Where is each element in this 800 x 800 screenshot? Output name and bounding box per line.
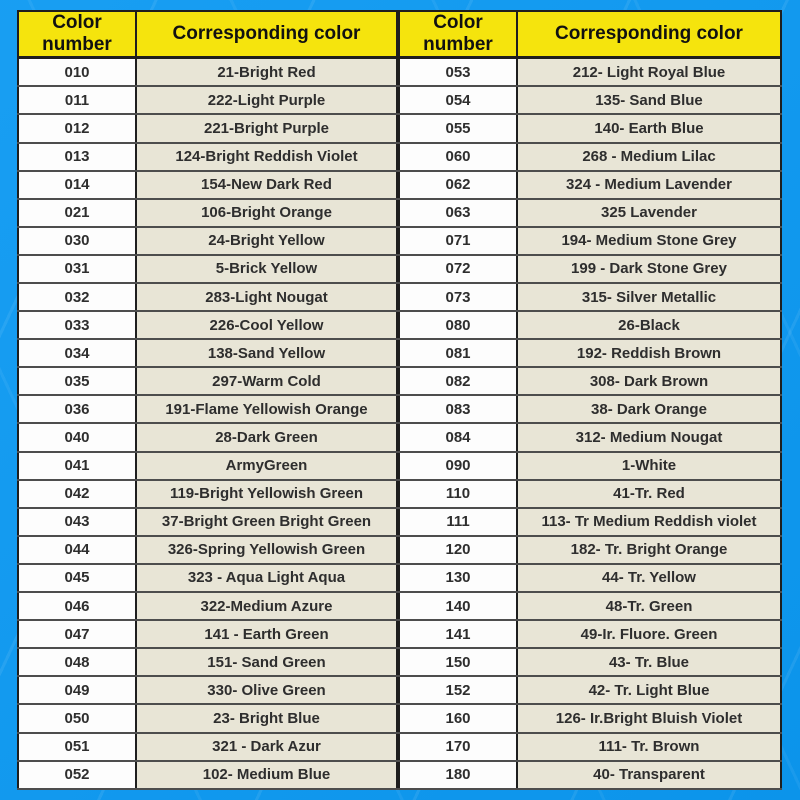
color-number-cell: 140 — [399, 592, 517, 620]
table-row — [399, 311, 781, 339]
table-row — [399, 648, 781, 676]
color-number-cell: 014 — [18, 171, 136, 199]
color-reference-tables — [17, 10, 782, 790]
corresponding-color-cell: 192- Reddish Brown — [517, 339, 781, 367]
color-number-cell: 043 — [18, 508, 136, 536]
color-number-cell: 049 — [18, 676, 136, 704]
color-number-cell: 033 — [18, 311, 136, 339]
table-row — [18, 592, 397, 620]
table-row — [18, 676, 397, 704]
corresponding-color-cell: 325 Lavender — [517, 199, 781, 227]
color-number-cell: 083 — [399, 395, 517, 423]
color-number-cell: 021 — [18, 199, 136, 227]
table-row — [18, 452, 397, 480]
table-row — [399, 423, 781, 451]
color-number-cell: 042 — [18, 480, 136, 508]
corresponding-color-cell: 41-Tr. Red — [517, 480, 781, 508]
corresponding-color-cell: 324 - Medium Lavender — [517, 171, 781, 199]
corresponding-color-cell: 135- Sand Blue — [517, 86, 781, 114]
color-number-cell: 034 — [18, 339, 136, 367]
table-row — [18, 620, 397, 648]
table-row — [18, 311, 397, 339]
table-row — [18, 339, 397, 367]
color-number-cell: 031 — [18, 255, 136, 283]
table-row — [399, 367, 781, 395]
table-row — [399, 255, 781, 283]
corresponding-color-cell: 212- Light Royal Blue — [517, 58, 781, 87]
color-number-cell: 081 — [399, 339, 517, 367]
color-number-cell: 048 — [18, 648, 136, 676]
corresponding-color-cell: 226-Cool Yellow — [136, 311, 397, 339]
corresponding-color-cell: 141 - Earth Green — [136, 620, 397, 648]
table-row — [18, 255, 397, 283]
color-number-cell: 040 — [18, 423, 136, 451]
corresponding-color-cell: 106-Bright Orange — [136, 199, 397, 227]
corresponding-color-cell: 126- Ir.Bright Bluish Violet — [517, 704, 781, 732]
table-row — [18, 564, 397, 592]
table-row — [399, 536, 781, 564]
corresponding-color-cell: 124-Bright Reddish Violet — [136, 143, 397, 171]
corresponding-color-cell: 308- Dark Brown — [517, 367, 781, 395]
table-header-row — [18, 11, 397, 58]
table-row — [399, 620, 781, 648]
table-row — [18, 648, 397, 676]
corresponding-color-cell: 48-Tr. Green — [517, 592, 781, 620]
color-number-cell: 071 — [399, 227, 517, 255]
table-row — [399, 199, 781, 227]
corresponding-color-cell: 113- Tr Medium Reddish violet — [517, 508, 781, 536]
color-number-cell: 084 — [399, 423, 517, 451]
table-row — [18, 86, 397, 114]
table-header-row — [399, 11, 781, 58]
color-number-cell: 160 — [399, 704, 517, 732]
color-number-cell: 055 — [399, 114, 517, 142]
table-row — [399, 452, 781, 480]
table-row — [18, 761, 397, 789]
color-number-cell: 052 — [18, 761, 136, 789]
color-number-cell: 030 — [18, 227, 136, 255]
table-row — [18, 283, 397, 311]
corresponding-color-cell: 326-Spring Yellowish Green — [136, 536, 397, 564]
color-number-cell: 110 — [399, 480, 517, 508]
table-row — [399, 227, 781, 255]
table-row — [399, 733, 781, 761]
table-row — [18, 395, 397, 423]
corresponding-color-cell: 194- Medium Stone Grey — [517, 227, 781, 255]
corresponding-color-cell: 119-Bright Yellowish Green — [136, 480, 397, 508]
color-table-left — [17, 10, 398, 790]
color-number-cell: 010 — [18, 58, 136, 87]
corresponding-color-cell: 42- Tr. Light Blue — [517, 676, 781, 704]
color-number-cell: 035 — [18, 367, 136, 395]
table-row — [399, 58, 781, 87]
color-number-cell: 062 — [399, 171, 517, 199]
table-row — [18, 227, 397, 255]
corresponding-color-cell: 297-Warm Cold — [136, 367, 397, 395]
color-number-cell: 051 — [18, 733, 136, 761]
table-row — [399, 86, 781, 114]
corresponding-color-cell: 140- Earth Blue — [517, 114, 781, 142]
color-number-cell: 053 — [399, 58, 517, 87]
color-number-cell: 045 — [18, 564, 136, 592]
color-number-cell: 152 — [399, 676, 517, 704]
corresponding-color-cell: 322-Medium Azure — [136, 592, 397, 620]
corresponding-color-cell: 37-Bright Green Bright Green — [136, 508, 397, 536]
color-number-cell: 170 — [399, 733, 517, 761]
color-number-cell: 073 — [399, 283, 517, 311]
corresponding-color-cell: 191-Flame Yellowish Orange — [136, 395, 397, 423]
color-number-cell: 041 — [18, 452, 136, 480]
corresponding-color-cell: 330- Olive Green — [136, 676, 397, 704]
color-number-cell: 082 — [399, 367, 517, 395]
corresponding-color-cell: 49-Ir. Fluore. Green — [517, 620, 781, 648]
color-number-cell: 072 — [399, 255, 517, 283]
table-row — [399, 395, 781, 423]
table-row — [18, 423, 397, 451]
table-row — [18, 733, 397, 761]
table-row — [399, 339, 781, 367]
table-row — [399, 283, 781, 311]
corresponding-color-cell: 21-Bright Red — [136, 58, 397, 87]
corresponding-color-cell: ArmyGreen — [136, 452, 397, 480]
color-number-cell: 044 — [18, 536, 136, 564]
table-row — [399, 508, 781, 536]
corresponding-color-cell: 23- Bright Blue — [136, 704, 397, 732]
color-number-cell: 111 — [399, 508, 517, 536]
corresponding-color-cell: 199 - Dark Stone Grey — [517, 255, 781, 283]
corresponding-color-cell: 138-Sand Yellow — [136, 339, 397, 367]
column-header-corresponding-color: Corresponding color — [136, 11, 397, 58]
table-row — [399, 564, 781, 592]
table-row — [399, 171, 781, 199]
corresponding-color-cell: 102- Medium Blue — [136, 761, 397, 789]
color-number-cell: 012 — [18, 114, 136, 142]
table-row — [18, 143, 397, 171]
corresponding-color-cell: 283-Light Nougat — [136, 283, 397, 311]
table-row — [399, 592, 781, 620]
column-header-color-number: Color number — [18, 11, 136, 58]
column-header-color-number: Color number — [399, 11, 517, 58]
color-number-cell: 180 — [399, 761, 517, 789]
corresponding-color-cell: 222-Light Purple — [136, 86, 397, 114]
corresponding-color-cell: 43- Tr. Blue — [517, 648, 781, 676]
column-header-corresponding-color: Corresponding color — [517, 11, 781, 58]
color-number-cell: 130 — [399, 564, 517, 592]
table-row — [399, 143, 781, 171]
table-row — [399, 114, 781, 142]
corresponding-color-cell: 1-White — [517, 452, 781, 480]
corresponding-color-cell: 26-Black — [517, 311, 781, 339]
table-row — [399, 761, 781, 789]
color-number-cell: 080 — [399, 311, 517, 339]
table-row — [18, 171, 397, 199]
table-row — [18, 536, 397, 564]
table-row — [18, 114, 397, 142]
corresponding-color-cell: 323 - Aqua Light Aqua — [136, 564, 397, 592]
corresponding-color-cell: 111- Tr. Brown — [517, 733, 781, 761]
color-number-cell: 141 — [399, 620, 517, 648]
corresponding-color-cell: 5-Brick Yellow — [136, 255, 397, 283]
table-row — [399, 480, 781, 508]
table-row — [399, 676, 781, 704]
corresponding-color-cell: 312- Medium Nougat — [517, 423, 781, 451]
corresponding-color-cell: 24-Bright Yellow — [136, 227, 397, 255]
color-number-cell: 011 — [18, 86, 136, 114]
color-number-cell: 063 — [399, 199, 517, 227]
color-number-cell: 120 — [399, 536, 517, 564]
color-table-right — [398, 10, 782, 790]
corresponding-color-cell: 315- Silver Metallic — [517, 283, 781, 311]
corresponding-color-cell: 182- Tr. Bright Orange — [517, 536, 781, 564]
corresponding-color-cell: 44- Tr. Yellow — [517, 564, 781, 592]
table-row — [18, 704, 397, 732]
color-number-cell: 150 — [399, 648, 517, 676]
color-number-cell: 060 — [399, 143, 517, 171]
color-number-cell: 036 — [18, 395, 136, 423]
table-row — [18, 58, 397, 87]
corresponding-color-cell: 221-Bright Purple — [136, 114, 397, 142]
corresponding-color-cell: 321 - Dark Azur — [136, 733, 397, 761]
color-number-cell: 013 — [18, 143, 136, 171]
color-number-cell: 090 — [399, 452, 517, 480]
color-number-cell: 032 — [18, 283, 136, 311]
table-row — [18, 367, 397, 395]
color-number-cell: 047 — [18, 620, 136, 648]
table-row — [399, 704, 781, 732]
corresponding-color-cell: 28-Dark Green — [136, 423, 397, 451]
color-number-cell: 054 — [399, 86, 517, 114]
table-row — [18, 508, 397, 536]
table-row — [18, 199, 397, 227]
corresponding-color-cell: 154-New Dark Red — [136, 171, 397, 199]
color-number-cell: 046 — [18, 592, 136, 620]
color-number-cell: 050 — [18, 704, 136, 732]
corresponding-color-cell: 40- Transparent — [517, 761, 781, 789]
table-row — [18, 480, 397, 508]
corresponding-color-cell: 268 - Medium Lilac — [517, 143, 781, 171]
corresponding-color-cell: 151- Sand Green — [136, 648, 397, 676]
corresponding-color-cell: 38- Dark Orange — [517, 395, 781, 423]
